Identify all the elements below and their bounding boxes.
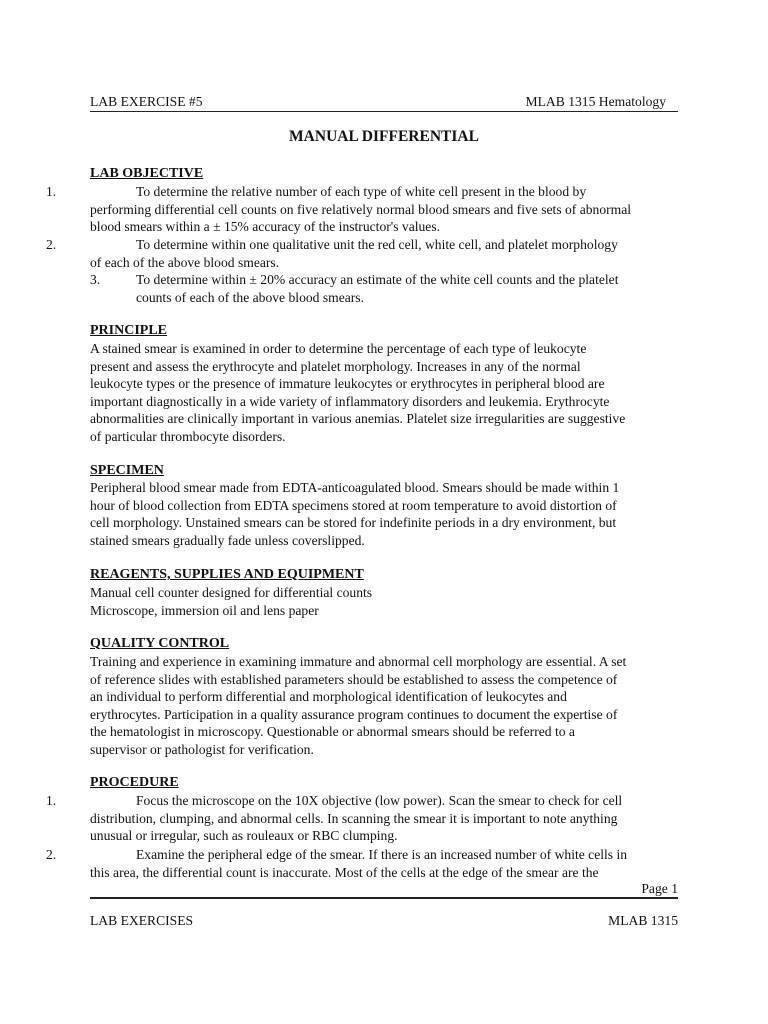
running-header bbox=[90, 93, 678, 112]
text-line: this area, the differential count is inaccurate. Most of the cells at the edge of the smear are the bbox=[90, 864, 599, 880]
header-course: MLAB 1315 Hematology bbox=[525, 94, 666, 109]
text-line: distribution, clumping, and abnormal cells. In scanning the smear it is important to note anything bbox=[90, 810, 618, 826]
text-line: abnormalities are clinically important in various anemias. Platelet size irregularities are suggestive bbox=[90, 411, 626, 427]
text-line: Training and experience in examining immature and abnormal cell morphology are essential. A set bbox=[90, 654, 627, 669]
objective-1-text bbox=[90, 183, 680, 236]
text-line: hour of blood collection from EDTA specimens stored at room temperature to avoid distortion of bbox=[90, 497, 617, 513]
quality-control-text bbox=[90, 653, 680, 759]
text-line: To determine within one qualitative unit the red cell, white cell, and platelet morphology bbox=[136, 237, 618, 252]
text-line: To determine the relative number of each type of white cell present in the blood by bbox=[136, 184, 587, 199]
objective-3-number: 3. bbox=[90, 272, 101, 287]
text-line: Microscope, immersion oil and lens paper bbox=[90, 602, 319, 618]
header-lab-exercise: LAB EXERCISE #5 bbox=[90, 94, 203, 109]
page-number: Page 1 bbox=[90, 880, 678, 899]
footer-right: MLAB 1315 bbox=[608, 913, 678, 928]
objective-1-number: 1. bbox=[46, 184, 57, 199]
text-line: of particular thrombocyte disorders. bbox=[90, 428, 286, 444]
objective-3-text bbox=[136, 271, 619, 306]
procedure-1-number: 1. bbox=[46, 793, 57, 808]
specimen-text bbox=[90, 479, 680, 549]
text-line: Examine the peripheral edge of the smear. If there is an increased number of white cells in bbox=[136, 847, 628, 862]
procedure-1-text bbox=[90, 792, 680, 845]
reagents-text bbox=[90, 584, 680, 619]
text-line: Peripheral blood smear made from EDTA-anticoagulated blood. Smears should be made within 1 bbox=[90, 480, 620, 495]
objective-2-number: 2. bbox=[46, 237, 57, 252]
text-line: cell morphology. Unstained smears can be stored for indefinite periods in a dry environment, but bbox=[90, 515, 617, 531]
text-line: an individual to perform differential and morphological identification of leukocytes and bbox=[90, 689, 567, 705]
specimen-heading: SPECIMEN bbox=[90, 463, 164, 478]
text-line: Focus the microscope on the 10X objective (low power). Scan the smear to check for cell bbox=[136, 793, 623, 808]
reagents-heading: REAGENTS, SUPPLIES AND EQUIPMENT bbox=[90, 567, 364, 582]
text-line: important diagnostically in a wide variety of inflammatory disorders and leukemia. Erythrocyte bbox=[90, 393, 610, 409]
text-line: unusual or irregular, such as rouleaux or RBC clumping. bbox=[90, 828, 398, 844]
quality-control-heading: QUALITY CONTROL bbox=[90, 636, 230, 651]
text-line: supervisor or pathologist for verification. bbox=[90, 741, 314, 757]
objective-heading: LAB OBJECTIVE bbox=[90, 166, 204, 181]
procedure-2-number: 2. bbox=[46, 847, 57, 862]
text-line: A stained smear is examined in order to determine the percentage of each type of leukocyte bbox=[90, 341, 587, 356]
footer-left: LAB EXERCISES bbox=[90, 913, 194, 928]
objective-2-text bbox=[90, 236, 680, 271]
text-line: present and assess the erythrocyte and platelet morphology. Increases in any of the normal bbox=[90, 358, 581, 374]
procedure-heading: PROCEDURE bbox=[90, 775, 179, 790]
text-line: leukocyte types or the presence of immature leukocytes or erythrocytes in peripheral blood are bbox=[90, 376, 605, 392]
text-line: of reference slides with established parameters should be established to assess the competence of bbox=[90, 671, 618, 687]
procedure-2-text bbox=[90, 846, 680, 881]
text-line: the hematologist in microscopy. Questionable or abnormal smears should be referred to a bbox=[90, 724, 575, 740]
text-line: performing differential cell counts on five relatively normal blood smears and five sets of abnormal bbox=[90, 201, 632, 217]
principle-text bbox=[90, 340, 680, 446]
text-line: Manual cell counter designed for differential counts bbox=[90, 585, 373, 600]
text-line: stained smears gradually fade unless coverslipped. bbox=[90, 532, 365, 548]
text-line: To determine within ± 20% accuracy an estimate of the white cell counts and the platelet bbox=[136, 272, 619, 287]
page-title: MANUAL DIFFERENTIAL bbox=[289, 128, 479, 145]
text-line: counts of each of the above blood smears. bbox=[136, 289, 365, 305]
text-line: blood smears within a ± 15% accuracy of the instructor's values. bbox=[90, 219, 441, 235]
text-line: erythrocytes. Participation in a quality assurance program continues to document the expertise of bbox=[90, 706, 618, 722]
text-line: of each of the above blood smears. bbox=[90, 254, 280, 270]
principle-heading: PRINCIPLE bbox=[90, 323, 168, 338]
